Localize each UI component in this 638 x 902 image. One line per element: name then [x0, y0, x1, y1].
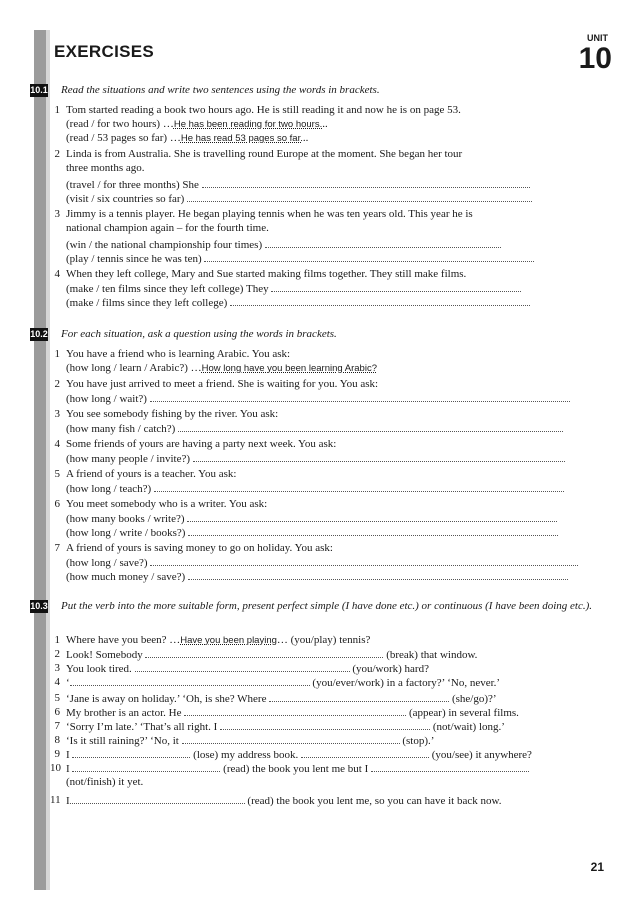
answer-line[interactable]: (visit / six countries so far): [66, 192, 532, 206]
page-number: 21: [590, 860, 604, 874]
gap-fill-line[interactable]: 7 ‘Sorry I’m late.’ ‘That’s all right. I (not/wait) long.’: [54, 720, 505, 733]
question-line: 4 Some friends of yours are having a party next week. You ask:: [54, 438, 337, 450]
gap-fill-line[interactable]: 11 I (read) the book you lent me, so you can have it back now.: [50, 794, 502, 807]
question-line: 7 A friend of yours is saving money to go on holiday. You ask:: [54, 542, 333, 554]
unit-number: 10: [578, 42, 612, 75]
model-answer: Have you been playing: [180, 635, 277, 646]
unit-label: UNIT: [587, 33, 608, 43]
model-answer: How long have you been learning Arabic?: [201, 363, 377, 374]
margin-strip: [34, 30, 46, 890]
question-line: 5 A friend of yours is a teacher. You ask:: [54, 468, 237, 480]
answer-line[interactable]: (how many people / invite?): [66, 452, 565, 466]
answer-line[interactable]: (make / ten films since they left college) They: [66, 282, 521, 296]
question-line: 1 You have a friend who is learning Arabic. You ask:: [54, 348, 291, 360]
question-line: 2 You have just arrived to meet a friend. She is waiting for you. You ask:: [54, 378, 379, 390]
gap-fill-line[interactable]: 2 Look! Somebody (break) that window.: [54, 648, 478, 661]
question-line: 3 Jimmy is a tennis player. He began playing tennis when he was ten years old. This year he is: [54, 208, 473, 220]
answer-line[interactable]: (read / for two hours) …He has been reading for two hours...: [66, 118, 328, 130]
gap-fill-line[interactable]: 6 My brother is an actor. He (appear) in several films.: [54, 706, 519, 719]
gap-fill-line[interactable]: 4 ‘ (you/ever/work) in a factory?’ ‘No, never.’: [54, 676, 501, 689]
page-title: EXERCISES: [54, 42, 155, 61]
gap-fill-line[interactable]: 1 Where have you been? …Have you been playing… (you/play) tennis?: [54, 634, 371, 646]
model-answer: He has been reading for two hours.: [173, 119, 323, 130]
answer-line[interactable]: (how long / save?): [66, 556, 578, 570]
exercise-badge: 10.1: [30, 85, 48, 95]
exercise-badge: 10.3: [30, 601, 48, 611]
answer-line[interactable]: (play / tennis since he was ten): [66, 252, 534, 266]
answer-line[interactable]: (how much money / save?): [66, 570, 568, 584]
gap-fill-line[interactable]: 5 ‘Jane is away on holiday.’ ‘Oh, is she? Where (she/go)?’: [54, 692, 497, 705]
exercise-badge: 10.2: [30, 329, 48, 339]
answer-line[interactable]: (how many fish / catch?): [66, 422, 563, 436]
gap-fill-line[interactable]: 10 I (read) the book you lent me but I: [50, 762, 529, 776]
gap-fill-line[interactable]: 3 You look tired. (you/work) hard?: [54, 662, 429, 675]
gap-fill-line: (not/finish) it yet.: [66, 776, 144, 788]
exercise-instruction: Put the verb into the more suitable form, present perfect simple (I have done etc.) or continuous (I have been doing etc.).: [61, 600, 593, 612]
answer-line[interactable]: (how long / wait?): [66, 392, 570, 406]
answer-line[interactable]: (how many books / write?): [66, 512, 557, 526]
exercise-instruction: For each situation, ask a question using the words in brackets.: [61, 328, 337, 340]
answer-line[interactable]: (how long / write / books?): [66, 526, 558, 540]
question-line: 6 You meet somebody who is a writer. You ask:: [54, 498, 268, 510]
model-answer: He has read 53 pages so far.: [180, 133, 303, 144]
question-line: national champion again – for the fourth time.: [66, 222, 269, 234]
answer-line[interactable]: (make / films since they left college): [66, 296, 530, 310]
exercise-instruction: Read the situations and write two sentences using the words in brackets.: [61, 84, 380, 96]
gap-fill-line[interactable]: 9 I (lose) my address book. (you/see) it anywhere?: [54, 748, 532, 761]
answer-line[interactable]: (travel / for three months) She: [66, 178, 530, 192]
question-line: 1 Tom started reading a book two hours ago. He is still reading it and now he is on page 53.: [54, 104, 461, 116]
gap-fill-line[interactable]: 8 ‘Is it still raining?’ ‘No, it (stop).’: [54, 734, 435, 747]
question-line: 3 You see somebody fishing by the river. You ask:: [54, 408, 279, 420]
question-line: 4 When they left college, Mary and Sue started making films together. They still make films.: [54, 268, 467, 280]
answer-line[interactable]: (read / 53 pages so far) …He has read 53 pages so far...: [66, 132, 309, 144]
question-line: 2 Linda is from Australia. She is travelling round Europe at the moment. She began her tour: [54, 148, 463, 160]
answer-line[interactable]: (how long / learn / Arabic?) …How long have you been learning Arabic?: [66, 362, 377, 374]
answer-line[interactable]: (how long / teach?): [66, 482, 564, 496]
answer-line[interactable]: (win / the national championship four times): [66, 238, 501, 252]
question-line: three months ago.: [66, 162, 145, 174]
